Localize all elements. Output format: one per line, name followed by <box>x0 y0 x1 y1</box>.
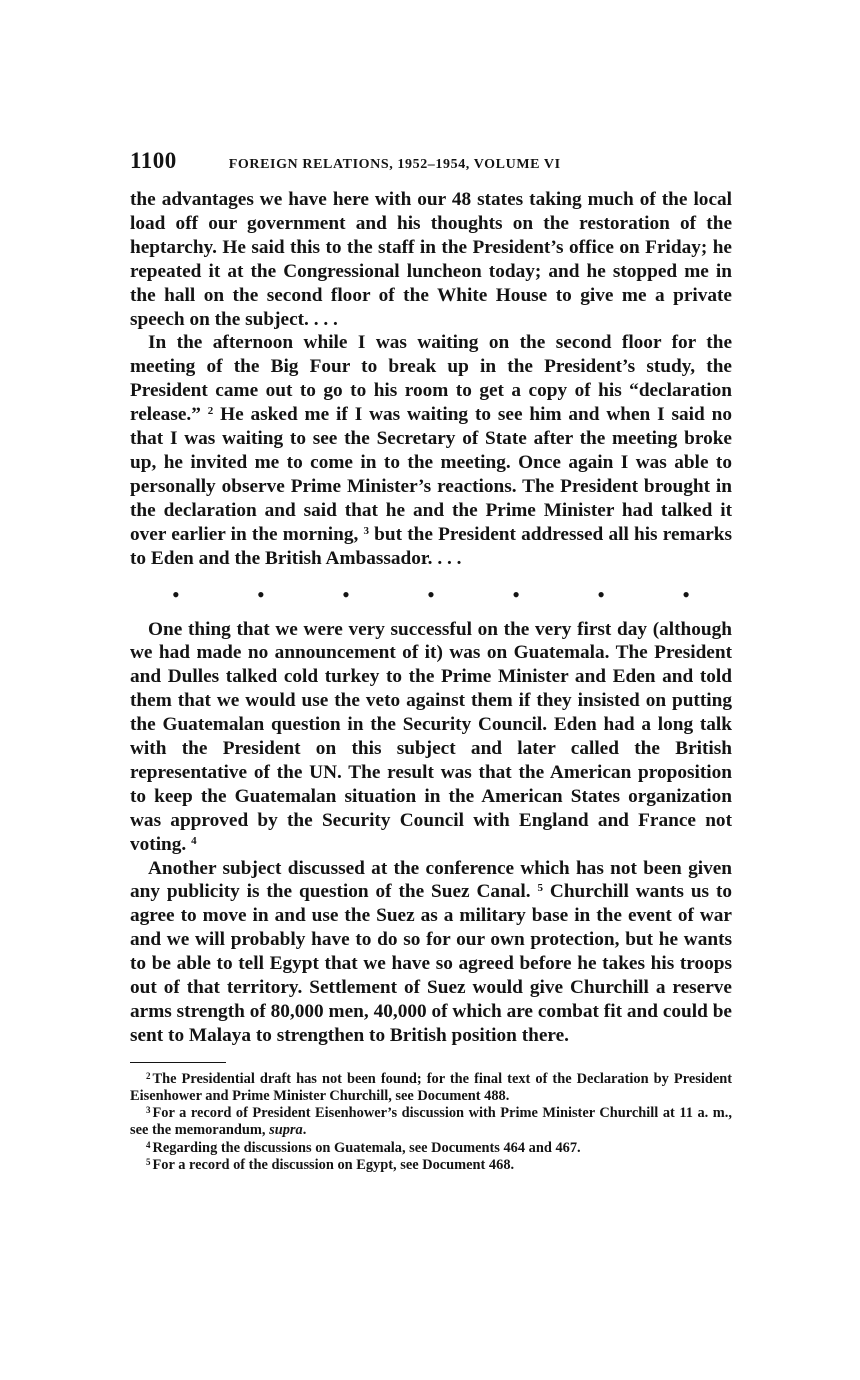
ellipsis-dot: • <box>342 581 350 607</box>
paragraph-2 <box>130 331 732 570</box>
footnote-text: For a record of President Eisenhower’s discussion with Prime Minister Churchill at 11 a. m., see the memorandum, <box>130 1105 732 1139</box>
footnote-5 <box>130 1157 732 1174</box>
footnote-ref-4: 4 <box>191 834 197 847</box>
footnote-italic-text: supra <box>269 1122 303 1139</box>
paragraph-4-text-b: Churchill wants us to agree to move in and use the Suez as a military base in the event of war and we will probably have to do so for our own protection, but he wants to be able to tell Egypt that we have so agreed before he takes his troops out of that territory. Settlement of Suez would give Churchill a reserve arms strength of 80,000 men, 40,000 of which are combat fit and could be sent to Malaya to strengthen to British position there. <box>130 881 732 1046</box>
footnote-text: The Presidential draft has not been found; for the final text of the Declaration by President Eisenhower and Prime Minister Churchill, see Document 488. <box>130 1070 732 1105</box>
footnote-ref-2: 2 <box>207 405 214 418</box>
running-title: FOREIGN RELATIONS, 1952–1954, VOLUME VI <box>228 157 561 172</box>
ellipsis-dot: • <box>682 581 690 607</box>
paragraph-2-text-c: but the President addressed all his remarks to Eden and the British Ambassador. . . . <box>130 523 732 569</box>
footnote-3 <box>130 1105 732 1139</box>
footnote-text: Regarding the discussions on Guatemala, see Documents 464 and 467. <box>152 1139 581 1156</box>
footnote-divider <box>130 1062 226 1063</box>
footnote-4 <box>130 1140 732 1157</box>
ellipsis-dot: • <box>172 581 180 607</box>
footnote-2 <box>130 1071 732 1105</box>
paragraph-1: the advantages we have here with our 48 states taking much of the local load off our government and his thoughts on the restoration of the heptarchy. He said this to the staff in the President’s office on Friday; he repeated it at the Congressional luncheon today; and he stopped me in the hall on the second floor of the White House to give me a private speech on the subject. . . . <box>130 189 732 330</box>
footnote-text-end: . <box>302 1122 307 1139</box>
document-page <box>130 148 732 1174</box>
page-header <box>130 148 732 178</box>
ellipsis-dot: • <box>257 581 265 607</box>
paragraph-4-text-a: Another subject discussed at the conference which has not been given any publicity is the question of the Suez Canal. <box>130 857 732 903</box>
ellipsis-dot: • <box>512 581 520 607</box>
footnote-marker: 5 <box>146 1156 151 1167</box>
paragraph-4 <box>130 857 732 1048</box>
page-number: 1100 <box>130 148 177 173</box>
ellipsis-separator <box>130 581 732 607</box>
paragraph-2-text-a: In the afternoon while I was waiting on the second floor for the meeting of the Big Four to break up in the President’s study, the President came out to go to his room to get a copy of his “declaration release.” <box>130 332 732 426</box>
paragraph-3-text: One thing that we were very successful on the very first day (although we had made no announcement of it) was on Guatemala. The President and Dulles talked cold turkey to the Prime Minister and Eden and told them that we would use the veto against them if they insisted on putting the Guatemalan question in the Security Council. Eden had a long talk with the President on this subject and later called the British representative of the UN. The result was that the American proposition to keep the Guatemalan situation in the American States organization was approved by the Security Council with England and France not voting. <box>130 618 732 855</box>
footnote-ref-5: 5 <box>537 882 544 895</box>
ellipsis-dot: • <box>427 581 435 607</box>
footnote-marker: 4 <box>146 1139 151 1150</box>
ellipsis-dot: • <box>597 581 605 607</box>
paragraph-2-text-b: He asked me if I was waiting to see him and when I said no that I was waiting to see the Secretary of State after the meeting broke up, he invited me to come in to the meeting. Once again I was able to personally observe Prime Minister’s reactions. The President brought in the declaration and said that he and the Prime Minister had talked it over earlier in the morning, <box>130 404 732 545</box>
footnote-marker: 3 <box>146 1105 151 1116</box>
footnote-ref-3: 3 <box>363 524 369 537</box>
footnote-text: For a record of the discussion on Egypt, see Document 468. <box>152 1156 515 1173</box>
footnote-marker: 2 <box>146 1070 151 1081</box>
paragraph-3 <box>130 618 732 857</box>
